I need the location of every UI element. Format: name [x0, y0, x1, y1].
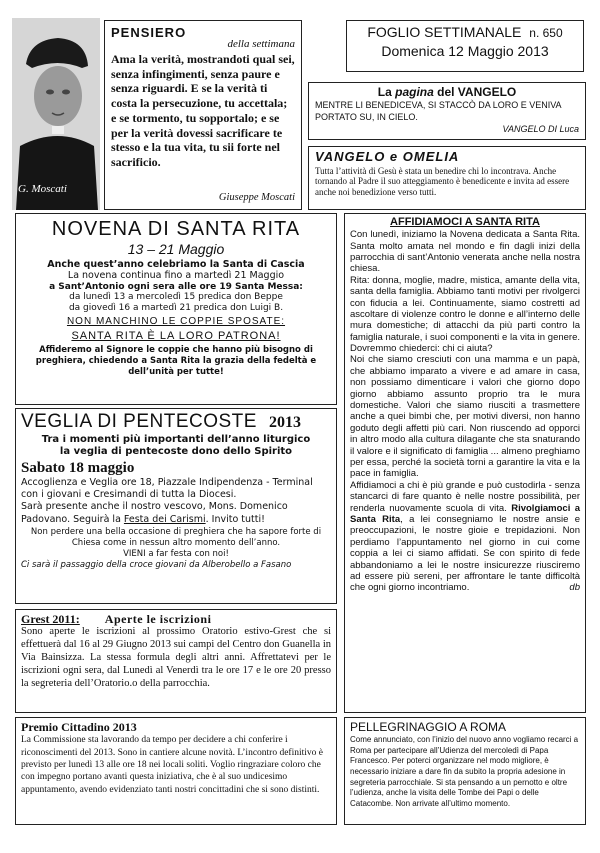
affidiamoci-p2: Rita: donna, moglie, madre, mistica, amante della vita, santa della famiglia. Abbiamo tanti motivi per rivolgerci con fiducia a lei. Continuamente, siamo costretti ad ascoltare di violenze contro le donne e all’interno delle mura domestiche; di attacchi da più parti contro la famiglia naturale, i suoi componenti e la vita in genere. Dovremmo chiederci: chi ci aiuta? [350, 274, 580, 355]
grest-title2: Aperte le iscrizioni [104, 612, 212, 626]
pensiero-author: Giuseppe Moscati [218, 192, 295, 204]
veglia-subtitle2: la veglia di pentecoste dono dello Spirito [59, 445, 293, 457]
grest-title: Grest 2011: [21, 612, 80, 626]
veglia-p2c: . Invito tutti! [205, 513, 265, 525]
affidiamoci-p4c: , a lei consegniamo le nostre ansie e preoccupazioni, le nostre gioie e trepidazioni. Non perdiamo l’appuntamento nel giorno in cui come coppia a lei ci siamo affidati. Se con spirito di fede abbandoniamo a lei le nostre insicurezze riusciremo ad essere più sereni, per affrontare le tante difficoltà che ogni giorno incontriamo. [350, 513, 580, 594]
affidiamoci-title: AFFIDIAMOCI A SANTA RITA [390, 216, 540, 228]
veglia-p2a: Sarà presente anche il nostro vescovo, Mons. Domenico Padovano. Seguirà la [21, 501, 288, 525]
novena-line2: La novena continua fino a martedì 21 Maggio [67, 270, 285, 282]
veglia-p3: Non perdere una bella occasione di preghiera che ha sapore forte di Chiesa come in nessun altro momento dell’anno. [30, 527, 322, 549]
pensiero-title: PENSIERO [111, 25, 187, 40]
veglia-box [15, 408, 337, 604]
affidiamoci-p3: Noi che siamo cresciuti con una mamma e un papà, che abbiamo imparato a vivere e ad amare in casa, non possiamo dimenticare i valori che giorno dopo giorno abbiamo assunto proprio tra le mura domestiche. Valori che siamo riusciti a trasmettere anche a quei bimbi che, per motivi diversi, non hanno goduto degli affetti più cari. Non riuscendo ad opporci in altro modo alla cultura dilagante che sta snaturando il valore e il significato di famiglia ... almeno preghiamo per essa, perché la società torni a garantire la vita e la pace in famiglia. [350, 354, 580, 480]
grest-text: Sono aperte le iscrizioni al prossimo Oratorio estivo-Grest che si effettuerà dal 16 al 29 Giugno 2013 sui campi del Centro don Guanella in Via Bainsizza. La stessa formula degli altri anni. Affrettatevi per le iscrizioni ogni sera, dal Lunedì al Venerdì tra le ore 17 e le ore 20 presso la segreteria dell’Oratorio.o della parrocchia. [21, 626, 331, 689]
omelia-text: Tutta l’attività di Gesù è stata un benedire chi lo incontrava. Anche tornando al Padre il suo atteggiamento è benedicente e invita ad essere anche noi benedizione verso tutti. [315, 165, 570, 198]
veglia-title: VEGLIA DI PENTECOSTE [21, 411, 257, 432]
portrait-photo [12, 18, 100, 210]
issue-date: Domenica 12 Maggio 2013 [381, 42, 549, 59]
priest-portrait-image [12, 18, 100, 210]
premio-title: Premio Cittadino 2013 [21, 720, 137, 734]
veglia-subtitle1: Tra i momenti più importanti dell’anno liturgico [41, 433, 311, 445]
novena-line8: Affideremo al Signore le coppie che hanno più bisogno di preghiera, chiedendo a Santa Rita la grazia della fedeltà e dell’unità per tutte! [35, 345, 317, 378]
omelia-box [308, 146, 586, 210]
veglia-p5: Ci sarà il passaggio della croce giovani da Alberobello a Fasano [21, 560, 292, 571]
novena-line6: NON MANCHINO LE COPPIE SPOSATE: [66, 315, 286, 327]
novena-line7: SANTA RITA È LA LORO PATRONA! [71, 329, 281, 342]
pellegrinaggio-text: Come annunciato, con l’inizio del nuovo anno vogliamo recarci a Roma per partecipare all’Udienza del mercoledì di Papa Francesco. Per poterci organizzare nel modo migliore, è necessario iniziare a dare fin da subito la propria adesione in segreteria parrocchiale. Si sta pensando a un pernotto e oltre l’udienza, anche la visita delle Tombe dei Papi o delle Catacombe. Non arrivate all’ultimo momento. [350, 735, 579, 808]
vangelo-ref: VANGELO DI Luca [502, 123, 579, 134]
affidiamoci-sign: db [569, 582, 580, 594]
grest-box [15, 609, 337, 713]
novena-line1: Anche quest’anno celebriamo la Santa di Cascia [47, 258, 305, 270]
novena-title: NOVENA DI SANTA RITA [51, 218, 301, 240]
omelia-title: VANGELO e OMELIA [315, 149, 460, 164]
veglia-p4: VIENI a far festa con noi! [123, 549, 229, 560]
affidiamoci-p4a: Affidiamoci a chi è più grande e può custodirla - senza stancarci di fare quanto è nelle nostre possibilità, per renderla nuovamente scuola di vita. [350, 479, 580, 514]
vangelo-text: MENTRE LI BENEDICEVA, SI STACCÒ DA LORO E VENIVA PORTATO SU, IN CIELO. [315, 100, 562, 122]
vangelo-title-pre: La [377, 85, 396, 99]
novena-line5: da giovedì 16 a martedì 21 predica don Luigi B. [68, 303, 284, 314]
premio-text: La Commissione sta lavorando da tempo per decidere a chi conferire i riconoscimenti del 2013. Sono in cantiere alcune novità. L’incontro definitivo è previsto per lunedì 13 alle ore 18 nei locali soliti. Voglio ringraziare coloro che con impegno portano avanti questa iniziativa, che è al suo undicesimo appuntamento, avendo evidenziato tanti nostri concittadini che si sono distinti. [21, 735, 323, 795]
novena-line4: da lunedì 13 a mercoledì 15 predica don Beppe [69, 292, 283, 303]
veglia-date: Sabato 18 maggio [21, 459, 135, 476]
veglia-p1: Accoglienza e Veglia ore 18, Piazzale Indipendenza - Terminal con i giovani e Cresimandi di tutta la Diocesi. [21, 476, 313, 501]
vangelo-title-em: pagina [395, 85, 434, 99]
pensiero-box [104, 20, 302, 210]
pellegrinaggio-box [344, 717, 586, 825]
affidiamoci-box [344, 213, 586, 713]
header-box [346, 20, 584, 72]
newsletter-title: FOGLIO SETTIMANALE [367, 24, 522, 40]
pensiero-subtitle: della settimana [227, 37, 295, 50]
vangelo-title-post: del VANGELO [433, 85, 517, 99]
novena-line3: a Sant’Antonio ogni sera alle ore 19 Santa Messa: [49, 281, 303, 292]
affidiamoci-p4b: Rivolgiamoci a Santa Rita [350, 502, 580, 525]
issue-number: n. 650 [529, 26, 563, 40]
affidiamoci-p1: Con lunedì, iniziamo la Novena dedicata a Santa Rita. Santa molto amata nel mondo e fin dagli inizi della parrocchia di sant’Antonio venerata anche nella nostra chiesa. [350, 229, 580, 275]
novena-dates: 13 – 21 Maggio [127, 241, 225, 257]
veglia-p2b: Festa dei Carismi [123, 513, 206, 525]
pellegrinaggio-title: PELLEGRINAGGIO A ROMA [350, 720, 507, 734]
pensiero-text: Ama la verità, mostrandoti qual sei, senza infingimenti, senza paure e senza riguardi. E se la verità ti costa la persecuzione, tu accettala; e se tormento, tu sopportalo; e se per la verità dovessi sacrificare te stesso e la tua vita, tu sii forte nel sacrificio. [111, 51, 295, 170]
premio-box [15, 717, 337, 825]
vangelo-box [308, 82, 586, 140]
novena-box [15, 213, 337, 405]
veglia-year: 2013 [268, 414, 301, 431]
portrait-signature: G. Moscati [18, 182, 67, 195]
